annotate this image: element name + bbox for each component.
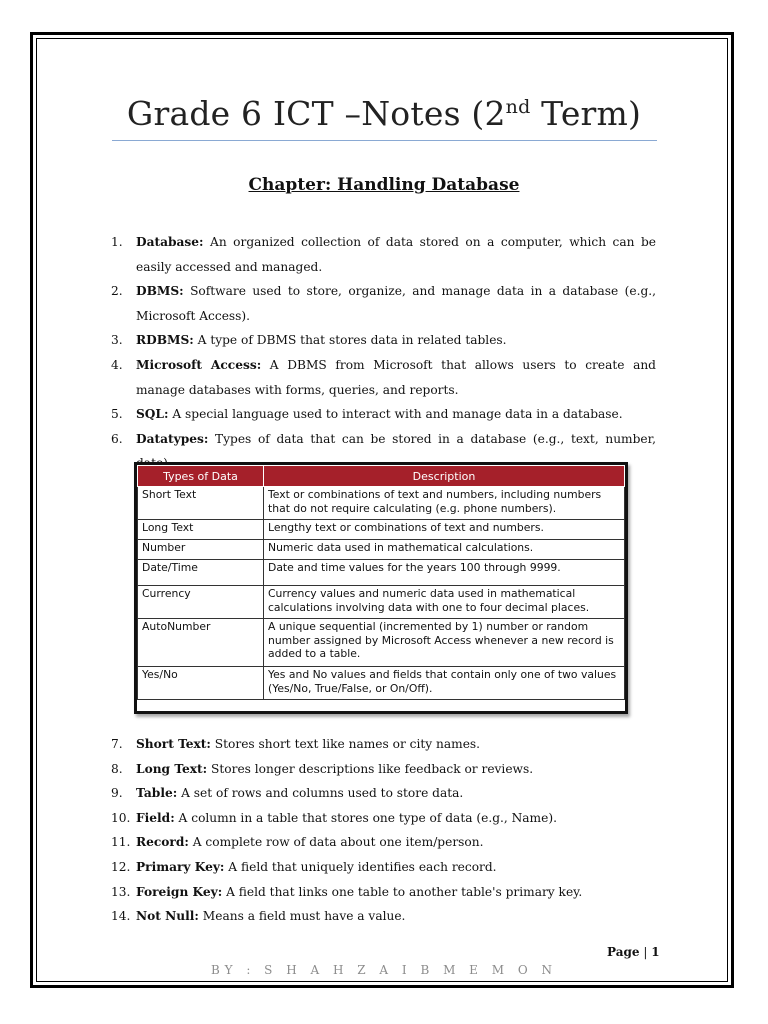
description-cell: Text or combinations of text and numbers, including numbers that do not require calculating (e.g. phone numbers).	[264, 487, 625, 520]
type-cell: Long Text	[138, 520, 264, 540]
list-item: 3. RDBMS: A type of DBMS that stores data in related tables.	[111, 333, 507, 348]
list-item: 7. Short Text: Stores short text like names or city names.	[111, 737, 481, 751]
page-number: Page | 1	[607, 945, 660, 959]
list-item: 2. DBMS: Software used to store, organize, and manage data in a database (e.g., Microsoft Access).	[111, 284, 656, 323]
chapter-heading: Chapter: Handling Database	[248, 175, 520, 195]
list-item: 5. SQL: A special language used to interact with and manage data in a database.	[111, 407, 623, 422]
list-item: 12. Primary Key: A field that uniquely identifies each record.	[111, 859, 497, 874]
list-item: 1. Database: An organized collection of data stored on a computer, which can be easily accessed and managed.	[111, 235, 656, 274]
table-row	[138, 560, 625, 586]
description-cell: Date and time values for the years 100 through 9999.	[264, 560, 625, 586]
title-underline-rule	[112, 140, 657, 141]
column-header-types: Types of Data	[138, 466, 264, 487]
page-title: Grade 6 ICT –Notes (2nd Term)	[126, 94, 642, 133]
type-cell: Currency	[138, 586, 264, 619]
description-cell: Yes and No values and fields that contain only one of two values (Yes/No, True/False, or On/Off).	[264, 667, 625, 700]
type-cell: Number	[138, 540, 264, 560]
table-row	[138, 487, 625, 520]
type-cell: AutoNumber	[138, 619, 264, 667]
list-item: 14. Not Null: Means a field must have a value.	[111, 909, 406, 924]
table-row	[138, 619, 625, 667]
type-cell: Date/Time	[138, 560, 264, 586]
datatypes-table-frame	[134, 462, 628, 714]
list-item: 8. Long Text: Stores longer descriptions like feedback or reviews.	[111, 761, 534, 776]
type-cell: Short Text	[138, 487, 264, 520]
definition-list-part-2	[111, 732, 656, 929]
table-row	[138, 520, 625, 540]
list-item: 4. Microsoft Access: A DBMS from Microsoft that allows users to create and manage databases with forms, queries, and reports.	[111, 357, 656, 397]
list-item: 6. Datatypes: Types of data that can be stored in a database (e.g., text, number,	[111, 431, 656, 446]
column-header-description: Description	[264, 466, 625, 487]
title-superscript: nd	[505, 96, 531, 118]
description-cell: Numeric data used in mathematical calculations.	[264, 540, 625, 560]
list-item: 9. Table: A set of rows and columns used to store data.	[111, 786, 464, 801]
table-header-row	[138, 466, 625, 487]
description-cell: Lengthy text or combinations of text and numbers.	[264, 520, 625, 540]
list-item: 10. Field: A column in a table that stores one type of data (e.g., Name).	[111, 810, 557, 825]
table-row	[138, 586, 625, 619]
description-cell: Currency values and numeric data used in mathematical calculations involving data with one to four decimal places.	[264, 586, 625, 619]
author-byline: BY : S H A H Z A I B M E M O N	[210, 963, 558, 977]
table-row	[138, 667, 625, 700]
type-cell: Yes/No	[138, 667, 264, 700]
list-item: 11. Record: A complete row of data about one item/person.	[111, 835, 484, 850]
datatypes-table	[137, 465, 625, 700]
description-cell: A unique sequential (incremented by 1) number or random number assigned by Microsoft Access whenever a new record is added to a table.	[264, 619, 625, 667]
list-item: 13. Foreign Key: A field that links one table to another table's primary key.	[111, 884, 583, 899]
definition-list-part-1	[111, 230, 656, 476]
table-row	[138, 540, 625, 560]
